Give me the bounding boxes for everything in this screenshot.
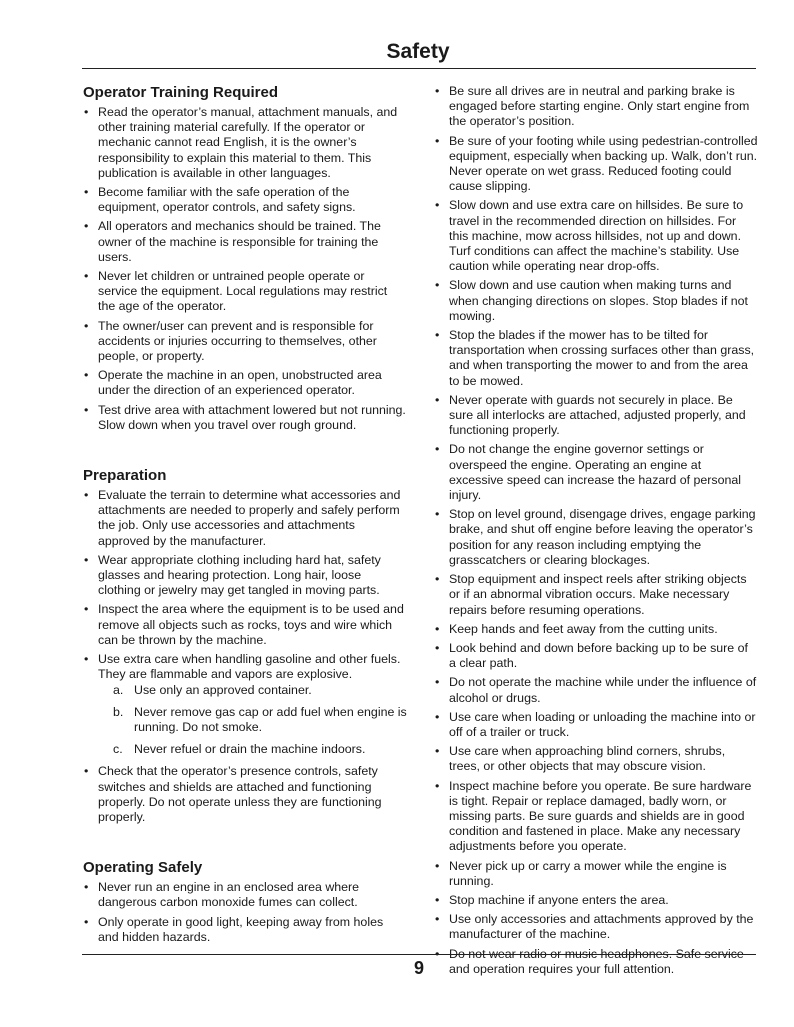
- list-item: • Do not wear radio or music headphones. Safe service and operation requires your full attention.: [434, 947, 758, 977]
- section-operator-training: [83, 84, 407, 433]
- bullet-list: [83, 488, 407, 825]
- section-preparation: [83, 467, 407, 825]
- list-item: [83, 652, 407, 757]
- list-item: • Slow down and use caution when making turns and when changing directions on slopes. Stop blades if not mowing.: [434, 278, 758, 324]
- list-item: • Be sure all drives are in neutral and parking brake is engaged before starting engine. Only start engine from the operator’s position.: [434, 84, 758, 130]
- list-item: • Stop on level ground, disengage drives, engage parking brake, and shut off engine before leaving the operator’s position for any reason including emptying the grasscatchers or clearing blockages.: [434, 507, 758, 568]
- list-item: • Evaluate the terrain to determine what accessories and attachments are needed to properly and safely perform the job. Only use accessories and attachments approved by the manufacturer.: [83, 488, 407, 549]
- sub-list-item: [98, 705, 407, 735]
- sub-list-marker: b.: [113, 704, 124, 719]
- sub-list-item: [98, 683, 407, 698]
- list-item: • Use care when approaching blind corners, shrubs, trees, or other objects that may obscure vision.: [434, 744, 758, 774]
- sub-list: [98, 683, 407, 758]
- sub-list-item: [98, 742, 407, 757]
- bullet-list: [434, 84, 758, 977]
- list-item: • Become familiar with the safe operation of the equipment, operator controls, and safety signs.: [83, 185, 407, 215]
- list-item: • All operators and mechanics should be trained. The owner of the machine is responsible for training the users.: [83, 219, 407, 265]
- list-item: • Stop machine if anyone enters the area.: [434, 893, 758, 908]
- section-heading: Operating Safely: [83, 859, 203, 877]
- section-heading: Operator Training Required: [83, 84, 279, 101]
- list-item: • Inspect machine before you operate. Be sure hardware is tight. Repair or replace damaged, badly worn, or missing parts. Be sure guards and shields are in good condition and fastened in place. Make any necessary adjustments before you operate.: [434, 779, 758, 855]
- list-item: • Only operate in good light, keeping away from holes and hidden hazards.: [83, 915, 407, 945]
- list-item: • Test drive area with attachment lowered but not running. Slow down when you travel over rough ground.: [83, 403, 407, 433]
- list-item: • Never operate with guards not securely in place. Be sure all interlocks are attached, adjusted properly, and functioning properly.: [434, 393, 758, 439]
- list-item: • Read the operator’s manual, attachment manuals, and other training material carefully. If the operator or mechanic cannot read English, it is the owner’s responsibility to explain this material to them. This publication is available in other languages.: [83, 105, 407, 181]
- sub-list-text: Use only an approved container.: [134, 682, 312, 697]
- list-item: • Stop equipment and inspect reels after striking objects or if an abnormal vibration occurs. Make necessary repairs before resuming operations.: [434, 572, 758, 618]
- left-column: [83, 84, 407, 979]
- list-item: • Wear appropriate clothing including hard hat, safety glasses and hearing protection. Long hair, loose clothing or jewelry may get tangled in moving parts.: [83, 553, 407, 599]
- list-item: • The owner/user can prevent and is responsible for accidents or injuries occurring to themselves, other people, or property.: [83, 319, 407, 365]
- list-item: • Never let children or untrained people operate or service the equipment. Local regulations may restrict the age of the operator.: [83, 269, 407, 315]
- list-item: • Operate the machine in an open, unobstructed area under the direction of an experienced operator.: [83, 368, 407, 398]
- list-item: • Keep hands and feet away from the cutting units.: [434, 622, 758, 637]
- list-item: • Do not operate the machine while under the influence of alcohol or drugs.: [434, 675, 758, 705]
- list-item: • Never run an engine in an enclosed area where dangerous carbon monoxide fumes can collect.: [83, 880, 407, 910]
- section-operating-safely: [83, 859, 407, 945]
- list-item: • Stop the blades if the mower has to be tilted for transportation when crossing surfaces other than grass, and when transporting the mower to and from the area to be mowed.: [434, 328, 758, 389]
- bullet-list: [83, 105, 407, 433]
- sub-list-text: Never refuel or drain the machine indoors.: [134, 742, 366, 757]
- list-item: • Be sure of your footing while using pedestrian-controlled equipment, especially when backing up. Walk, don’t run. Never operate on wet grass. Reduced footing could cause slipping.: [434, 134, 758, 195]
- list-item: • Slow down and use extra care on hillsides. Be sure to travel in the recommended direction on hillsides. For this machine, mow across hillsides, not up and down. Turf conditions can affect the machine’s stability. Use caution while operating near drop-offs.: [434, 198, 758, 274]
- list-item: • Use only accessories and attachments approved by the manufacturer of the machine.: [434, 912, 758, 942]
- sub-list-text: Never remove gas cap or add fuel when engine is running. Do not smoke.: [134, 704, 407, 734]
- header-rule: [82, 68, 756, 69]
- list-item: • Use care when loading or unloading the machine into or off of a trailer or truck.: [434, 710, 758, 740]
- section-heading: Preparation: [83, 467, 167, 485]
- list-item: • Check that the operator’s presence controls, safety switches and shields are attached and functioning properly. Do not operate unless they are functioning properly.: [83, 764, 407, 825]
- footer-rule: [82, 954, 756, 955]
- list-item: • Never pick up or carry a mower while the engine is running.: [434, 859, 758, 889]
- right-column: [434, 84, 758, 981]
- list-item: • Look behind and down before backing up to be sure of a clear path.: [434, 641, 758, 671]
- page-title: Safety: [386, 40, 450, 63]
- list-item: • Inspect the area where the equipment is to be used and remove all objects such as rocks, toys and wire which can be thrown by the machine.: [83, 602, 407, 648]
- bullet-list: [83, 880, 407, 945]
- sub-list-marker: a.: [113, 682, 124, 697]
- list-item-text: • Use extra care when handling gasoline and other fuels. They are flammable and vapors are explosive.: [98, 652, 401, 682]
- page-number: 9: [413, 958, 424, 978]
- sub-list-marker: c.: [113, 742, 123, 757]
- list-item: • Do not change the engine governor settings or overspeed the engine. Operating an engine at excessive speed can increase the hazard of personal injury.: [434, 442, 758, 503]
